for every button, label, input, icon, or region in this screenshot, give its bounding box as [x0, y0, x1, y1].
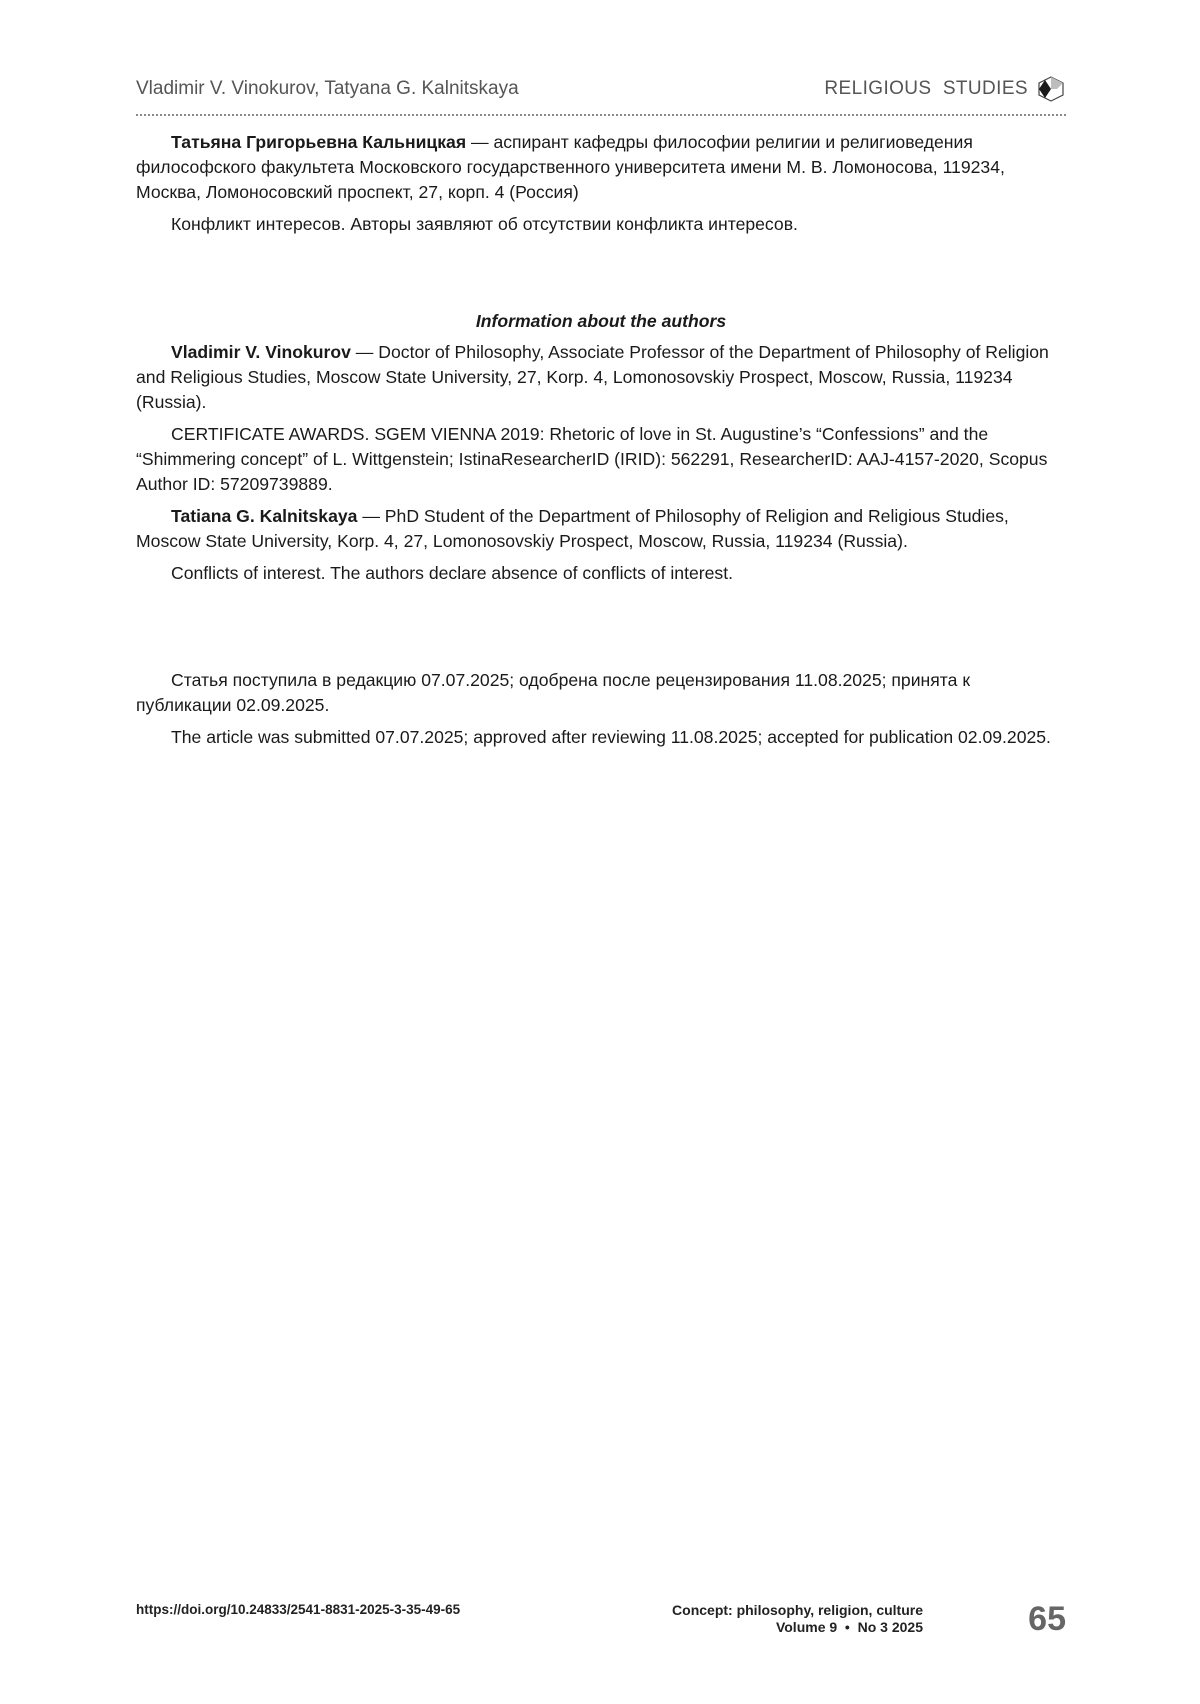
en-certificate-paragraph: CERTIFICATE AWARDS. SGEM VIENNA 2019: Rhetoric of love in St. Augustine’s “Confessions” and the “Shimmering concept” of L. Wittgenstein; IstinaResearcherID (IRID): 562291, ResearcherID: AAJ-4157-2020, Scopus Author ID: 57209739889.	[136, 424, 1048, 494]
journal-info	[672, 1602, 923, 1636]
page-body	[136, 130, 1066, 757]
en-dates-paragraph: The article was submitted 07.07.2025; approved after reviewing 11.08.2025; accepted for publication 02.09.2025.	[171, 727, 1051, 747]
ru-author-paragraph	[136, 130, 1066, 205]
running-head-authors: Vladimir V. Vinokurov, Tatyana G. Kalnitskaya	[136, 78, 519, 99]
cube-icon	[1036, 76, 1066, 102]
ru-dates-paragraph: Статья поступила в редакцию 07.07.2025; одобрена после рецензирования 11.08.2025; принята к публикации 02.09.2025.	[136, 670, 971, 715]
en-author1-paragraph	[136, 340, 1066, 415]
doi-link[interactable]: https://doi.org/10.24833/2541-8831-2025-3-35-49-65	[136, 1602, 461, 1617]
ru-author-info: — аспирант кафедры философии религии и религиоведения философского факультета Московского государственного университета имени М. В. Ломоносова, 119234, Москва, Ломоносовский проспект, 27, корп. 4 (Россия)	[136, 132, 1005, 202]
page-number: 65	[1028, 1600, 1066, 1638]
section-title: Information about the authors	[475, 311, 727, 331]
en-author2-info: — PhD Student of the Department of Philosophy of Religion and Religious Studies, Moscow State University, Korp. 4, 27, Lomonosovskiy Prospect, Moscow, Russia, 119234 (Russia).	[136, 506, 1009, 551]
journal-volume: Volume 9 • No 3 2025	[775, 1619, 923, 1635]
page-header	[136, 74, 1066, 116]
en-conflict-paragraph: Conflicts of interest. The authors declare absence of conflicts of interest.	[171, 563, 733, 583]
ru-conflict-paragraph: Конфликт интересов. Авторы заявляют об отсутствии конфликта интересов.	[171, 214, 798, 234]
running-head-section	[824, 76, 1066, 102]
en-author2-name: Tatiana G. Kalnitskaya	[171, 506, 358, 526]
journal-title: Concept: philosophy, religion, culture	[672, 1602, 923, 1618]
section-label: RELIGIOUS STUDIES	[824, 78, 1028, 99]
en-author1-info: — Doctor of Philosophy, Associate Professor of the Department of Philosophy of Religion and Religious Studies, Moscow State University, 27, Korp. 4, Lomonosovskiy Prospect, Moscow, Russia, 119234 (Russia).	[136, 342, 1049, 412]
en-author1-name: Vladimir V. Vinokurov	[171, 342, 351, 362]
page-footer	[136, 1600, 1066, 1640]
ru-author-name: Татьяна Григорьевна Кальницкая	[171, 132, 467, 152]
en-author2-paragraph	[136, 504, 1066, 554]
